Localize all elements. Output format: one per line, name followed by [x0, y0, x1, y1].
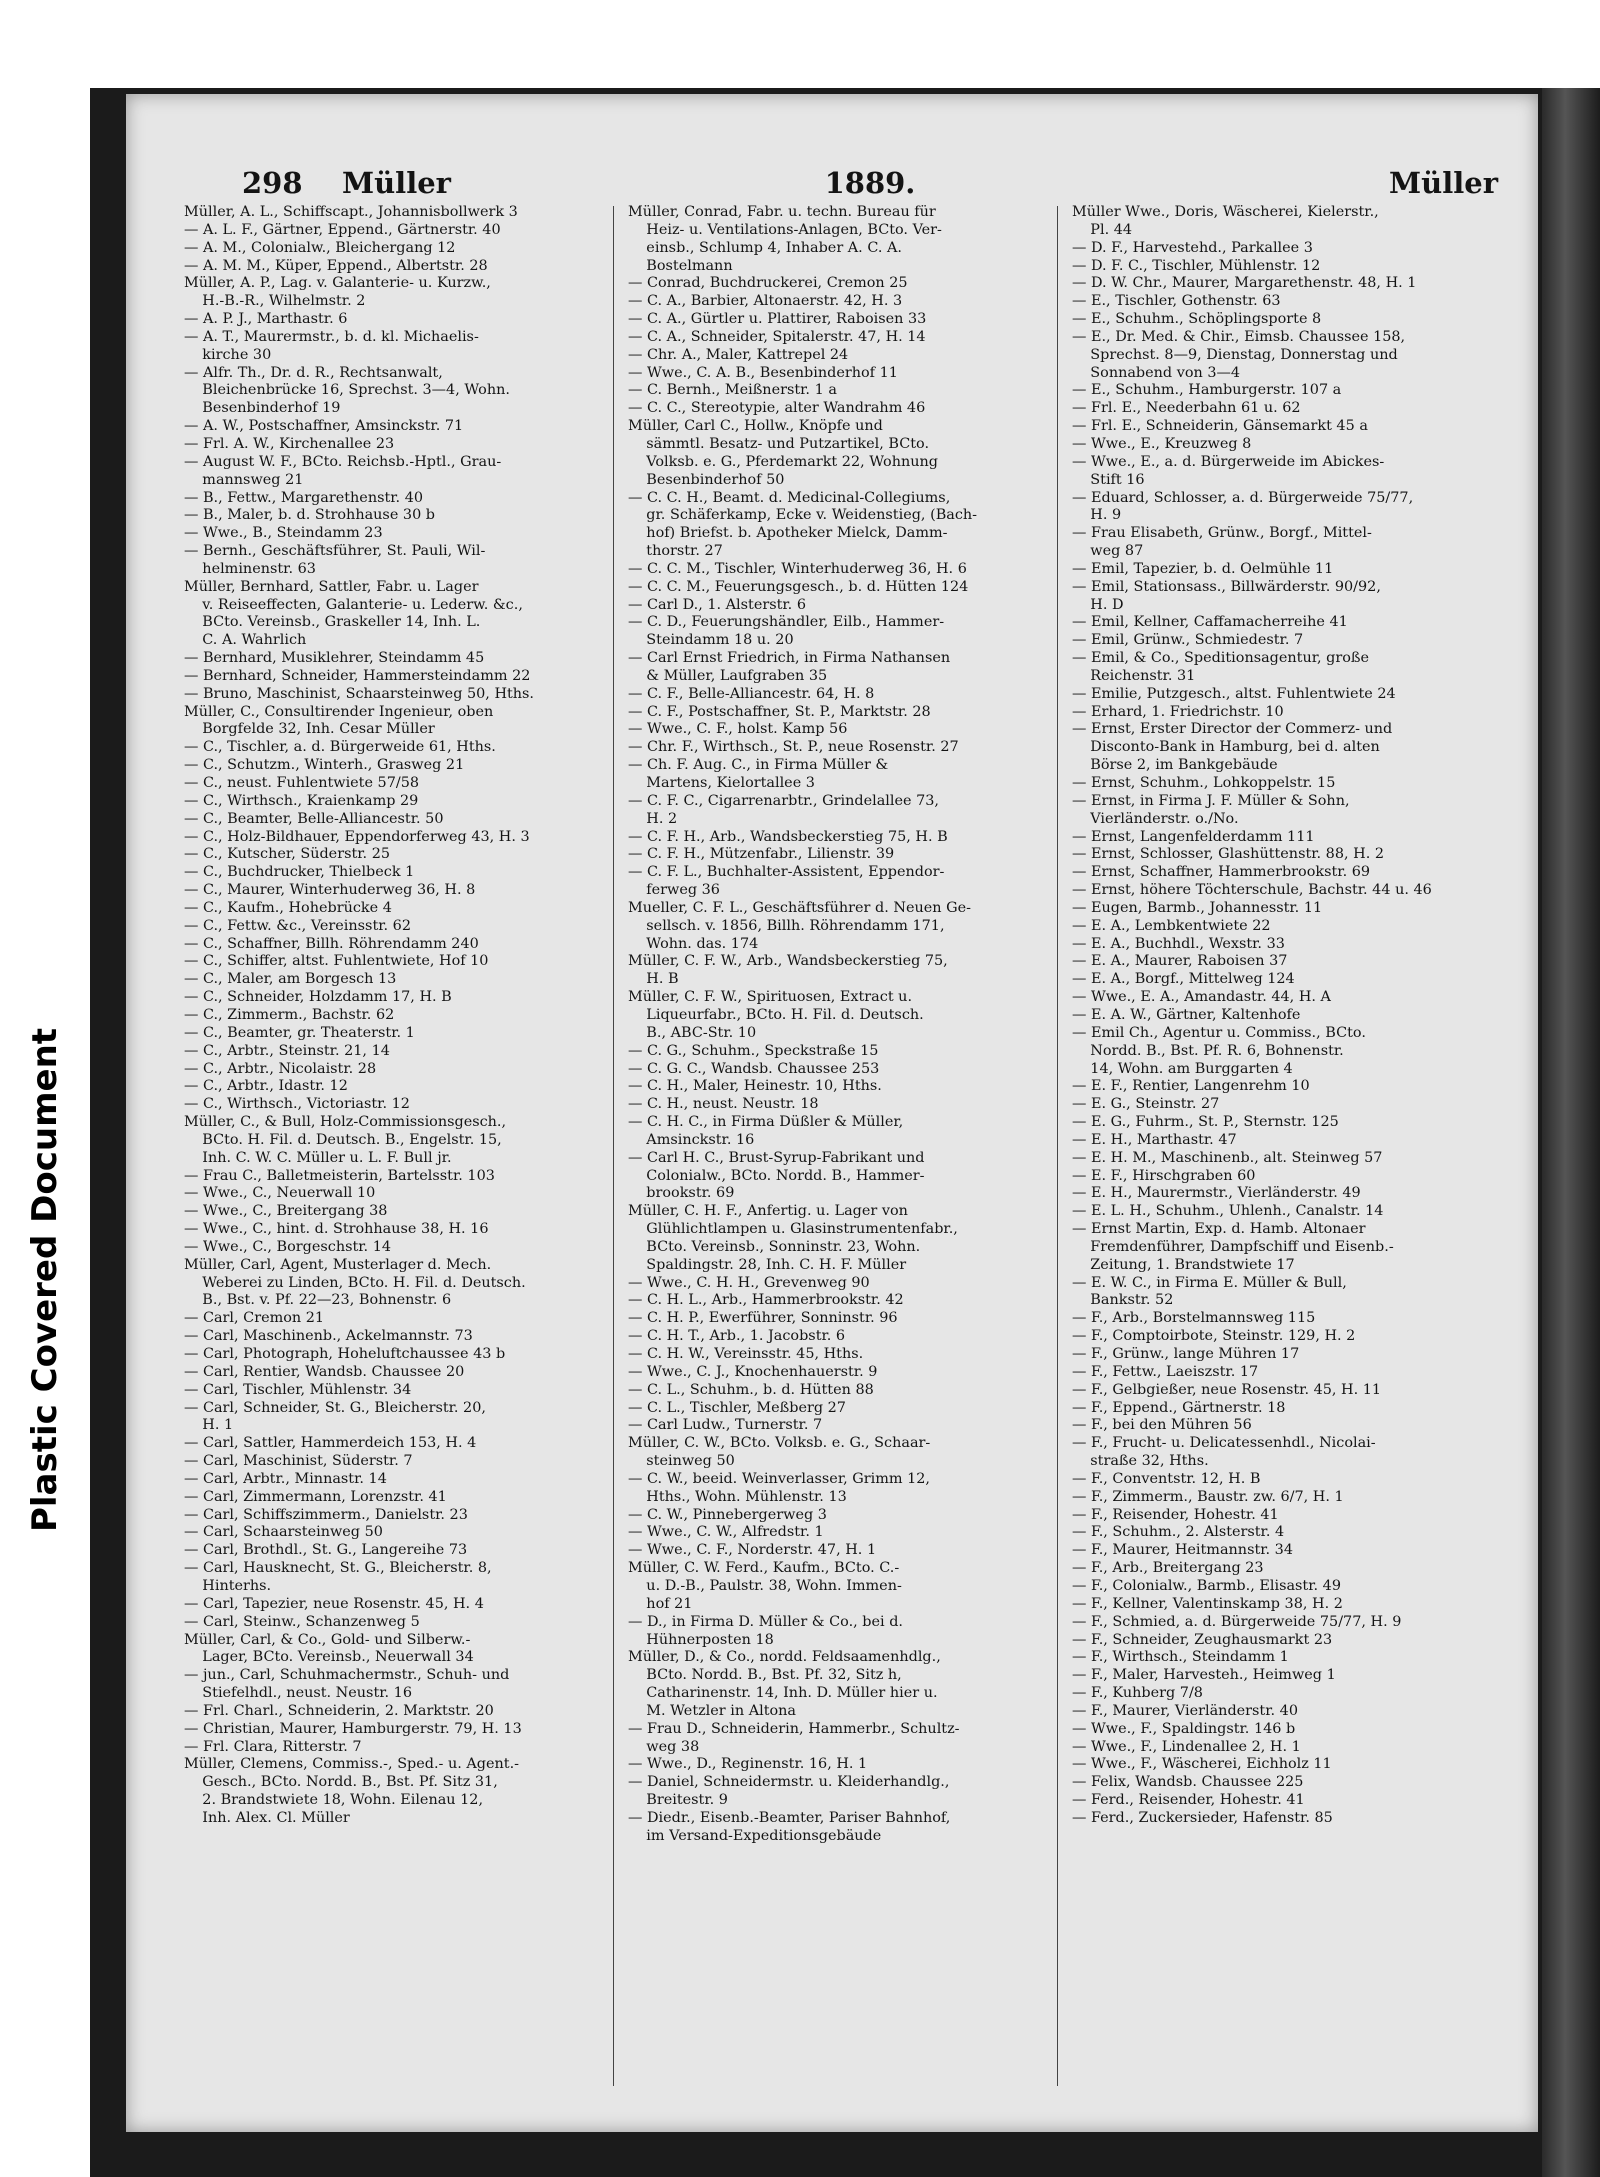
directory-entry-line: — E. A. W., Gärtner, Kaltenhofe	[1072, 1006, 1301, 1023]
directory-entry-line: — Carl, Zimmermann, Lorenzstr. 41	[184, 1488, 447, 1505]
directory-entry-line: — Ernst, höhere Töchterschule, Bachstr. 44 u. 46	[1072, 882, 1432, 899]
directory-entry-line: — Emil, Tapezier, b. d. Oelmühle 11	[1072, 560, 1334, 577]
directory-entry-line: — F., Wirthsch., Steindamm 1	[1072, 1649, 1289, 1666]
directory-entry-line: — E. F., Hirschgraben 60	[1072, 1167, 1256, 1184]
directory-entry-line: — C. G. C., Wandsb. Chaussee 253	[628, 1060, 880, 1077]
directory-entry-line: H. 1	[184, 1417, 234, 1434]
directory-entry-line: Müller, Conrad, Fabr. u. techn. Bureau für	[628, 204, 936, 220]
directory-entry-line: Liqueurfabr., BCto. H. Fil. d. Deutsch.	[628, 1006, 924, 1023]
directory-entry-line: Müller, Carl, & Co., Gold- und Silberw.-	[184, 1631, 471, 1648]
directory-entry-line: BCto. Nordd. B., Bst. Pf. 32, Sitz h,	[628, 1667, 902, 1684]
directory-entry-line: — Frau C., Balletmeisterin, Bartelsstr. 103	[184, 1167, 495, 1184]
directory-entry-line: B., Bst. v. Pf. 22—23, Bohnenstr. 6	[184, 1292, 452, 1309]
directory-entry-line: — Wwe., F., Spaldingstr. 146 b	[1072, 1720, 1296, 1737]
directory-entry-line: — F., bei den Mühren 56	[1072, 1417, 1252, 1434]
directory-entry-line: — Ernst, Schlosser, Glashüttenstr. 88, H. 2	[1072, 846, 1384, 863]
directory-entry-line: — Carl Ernst Friedrich, in Firma Nathansen	[628, 650, 951, 667]
directory-entry-line: Pl. 44	[1072, 221, 1133, 238]
directory-entry-line: — Wwe., C. W., Alfredstr. 1	[628, 1524, 824, 1541]
directory-entry-line: Stiefelhdl., neust. Neustr. 16	[184, 1685, 412, 1702]
directory-entry-line: — C., Kaufm., Hohebrücke 4	[184, 899, 392, 916]
directory-entry-line: — Wwe., C. H. H., Grevenweg 90	[628, 1274, 870, 1291]
directory-entry-line: H. D	[1072, 596, 1124, 613]
directory-entry-line: — Ch. F. Aug. C., in Firma Müller &	[628, 757, 889, 774]
side-label-panel	[0, 0, 90, 2177]
directory-entry-line: — Carl, Cremon 21	[184, 1310, 325, 1327]
directory-entry-line: — C. F. L., Buchhalter-Assistent, Eppendor-	[628, 864, 945, 881]
directory-entry-line: — A. M., Colonialw., Bleichergang 12	[184, 239, 456, 256]
directory-entry-line: Müller Wwe., Doris, Wäscherei, Kielerstr.,	[1072, 204, 1379, 220]
directory-entry-line: — D. F. C., Tischler, Mühlenstr. 12	[1072, 257, 1321, 274]
directory-entry-line: — C. F., Postschaffner, St. P., Marktstr. 28	[628, 703, 931, 720]
directory-column-1	[184, 204, 604, 1828]
directory-entry-line: u. D.-B., Paulstr. 38, Wohn. Immen-	[628, 1577, 902, 1594]
directory-entry-line: — F., Gelbgießer, neue Rosenstr. 45, H. 11	[1072, 1381, 1382, 1398]
directory-entry-line: & Müller, Laufgraben 35	[628, 667, 828, 684]
directory-entry-line: — C. H. T., Arb., 1. Jacobstr. 6	[628, 1328, 846, 1345]
directory-entry-line: — C. F., Belle-Alliancestr. 64, H. 8	[628, 685, 875, 702]
directory-entry-line: — Wwe., C. J., Knochenhauerstr. 9	[628, 1363, 878, 1380]
directory-entry-line: — C. L., Tischler, Meßberg 27	[628, 1399, 846, 1416]
directory-entry-line: — E., Dr. Med. & Chir., Eimsb. Chaussee 158,	[1072, 328, 1406, 345]
directory-entry-line: — C. A., Gürtler u. Plattirer, Raboisen 33	[628, 311, 927, 328]
directory-entry-line: — Wwe., F., Wäscherei, Eichholz 11	[1072, 1756, 1332, 1773]
directory-entry-line: — E. A., Borgf., Mittelweg 124	[1072, 971, 1295, 988]
directory-entry-line: — C., Fettw. &c., Vereinsstr. 62	[184, 917, 411, 934]
directory-entry-line: straße 32, Hths.	[1072, 1453, 1209, 1470]
directory-entry-line: — A. M. M., Küper, Eppend., Albertstr. 28	[184, 257, 488, 274]
directory-entry-line: — C. H., neust. Neustr. 18	[628, 1096, 819, 1113]
directory-entry-line: sämmtl. Besatz- und Putzartikel, BCto.	[628, 435, 930, 452]
directory-entry-line: sellsch. v. 1856, Billh. Röhrendamm 171,	[628, 917, 945, 934]
directory-entry-line: — D. F., Harvestehd., Parkallee 3	[1072, 239, 1313, 256]
directory-entry-line: — Chr. F., Wirthsch., St. P., neue Rosenstr. 27	[628, 739, 959, 756]
side-label-text: Plastic Covered Document	[25, 1027, 65, 1533]
directory-entry-line: gr. Schäferkamp, Ecke v. Weidenstieg, (Bach-	[628, 507, 978, 524]
directory-entry-line: Wohn. das. 174	[628, 935, 759, 952]
directory-entry-line: — Bernhard, Musiklehrer, Steindamm 45	[184, 650, 485, 667]
directory-entry-line: Müller, C. W., BCto. Volksb. e. G., Schaar-	[628, 1435, 931, 1452]
directory-entry-line: — Carl, Arbtr., Minnastr. 14	[184, 1470, 387, 1487]
directory-entry-line: — Daniel, Schneidermstr. u. Kleiderhandlg.,	[628, 1774, 950, 1791]
directory-entry-line: — Felix, Wandsb. Chaussee 225	[1072, 1774, 1304, 1791]
directory-entry-line: — Wwe., E., Kreuzweg 8	[1072, 435, 1252, 452]
directory-entry-line: — C., Zimmerm., Bachstr. 62	[184, 1006, 395, 1023]
directory-entry-line: — Wwe., E. A., Amandastr. 44, H. A	[1072, 989, 1331, 1006]
directory-entry-line: — E., Schuhm., Schöplingsporte 8	[1072, 311, 1322, 328]
directory-entry-line: C. A. Wahrlich	[184, 632, 307, 649]
directory-entry-line: — C. Bernh., Meißnerstr. 1 a	[628, 382, 837, 399]
directory-entry-line: — E. A., Maurer, Raboisen 37	[1072, 953, 1288, 970]
directory-entry-line: — E. G., Steinstr. 27	[1072, 1096, 1220, 1113]
directory-entry-line: — E. H., Maurermstr., Vierländerstr. 49	[1072, 1185, 1361, 1202]
directory-entry-line: — E. H. M., Maschinenb., alt. Steinweg 57	[1072, 1149, 1383, 1166]
directory-entry-line: — Wwe., C. F., holst. Kamp 56	[628, 721, 848, 738]
directory-entry-line: BCto. Vereinsb., Sonninstr. 23, Wohn.	[628, 1238, 921, 1255]
directory-entry-line: — Conrad, Buchdruckerei, Cremon 25	[628, 275, 908, 292]
directory-entry-line: Reichenstr. 31	[1072, 667, 1196, 684]
directory-entry-line: Bleichenbrücke 16, Sprechst. 3—4, Wohn.	[184, 382, 510, 399]
directory-entry-line: brookstr. 69	[628, 1185, 735, 1202]
directory-entry-line: Inh. Alex. Cl. Müller	[184, 1809, 350, 1826]
directory-entry-line: — E. W. C., in Firma E. Müller & Bull,	[1072, 1274, 1347, 1291]
directory-entry-line: — C. F. H., Arb., Wandsbeckerstieg 75, H. B	[628, 828, 948, 845]
directory-entry-line: Mueller, C. F. L., Geschäftsführer d. Neuen Ge-	[628, 899, 971, 916]
directory-entry-line: Börse 2, im Bankgebäude	[1072, 757, 1278, 774]
directory-entry-line: — C., Arbtr., Nicolaistr. 28	[184, 1060, 377, 1077]
page-header	[242, 166, 1498, 202]
directory-entry-line: — A. T., Maurermstr., b. d. kl. Michaelis-	[184, 328, 479, 345]
directory-entry-line: — F., Maurer, Heitmannstr. 34	[1072, 1542, 1293, 1559]
directory-entry-line: — Wwe., C. F., Norderstr. 47, H. 1	[628, 1542, 877, 1559]
directory-entry-line: — A. L. F., Gärtner, Eppend., Gärtnerstr. 40	[184, 221, 501, 238]
directory-entry-line: — C. F. H., Mützenfabr., Lilienstr. 39	[628, 846, 895, 863]
running-head-right: Müller	[1389, 166, 1498, 200]
directory-entry-line: H.-B.-R., Wilhelmstr. 2	[184, 293, 366, 310]
directory-entry-line: thorstr. 27	[628, 543, 723, 560]
directory-entry-line: Borgfelde 32, Inh. Cesar Müller	[184, 721, 435, 738]
directory-entry-line: — Carl Ludw., Turnerstr. 7	[628, 1417, 823, 1434]
adjacent-page-edge	[1542, 88, 1600, 2177]
directory-entry-line: Volksb. e. G., Pferdemarkt 22, Wohnung	[628, 453, 939, 470]
directory-entry-line: — Ferd., Zuckersieder, Hafenstr. 85	[1072, 1809, 1333, 1826]
directory-column-2	[628, 204, 1048, 1846]
directory-entry-line: H. B	[628, 971, 679, 988]
directory-entry-line: — C., Schutzm., Winterh., Grasweg 21	[184, 757, 465, 774]
directory-entry-line: — C., Holz-Bildhauer, Eppendorferweg 43, H. 3	[184, 828, 530, 845]
directory-entry-line: — Frl. Clara, Ritterstr. 7	[184, 1738, 362, 1755]
directory-entry-line: — Carl, Schaarsteinweg 50	[184, 1524, 383, 1541]
directory-entry-line: — Carl, Rentier, Wandsb. Chaussee 20	[184, 1363, 465, 1380]
directory-entry-line: Müller, A. P., Lag. v. Galanterie- u. Kurzw.,	[184, 275, 491, 292]
directory-entry-line: Bankstr. 52	[1072, 1292, 1174, 1309]
directory-entry-line: — Diedr., Eisenb.-Beamter, Pariser Bahnhof,	[628, 1809, 951, 1826]
directory-entry-line: — Ferd., Reisender, Hohestr. 41	[1072, 1792, 1305, 1809]
directory-entry-line: — E. A., Buchhdl., Wexstr. 33	[1072, 935, 1285, 952]
directory-entry-line: steinweg 50	[628, 1453, 735, 1470]
directory-entry-line: — F., Eppend., Gärtnerstr. 18	[1072, 1399, 1286, 1416]
directory-entry-line: Müller, C. H. F., Anfertig. u. Lager von	[628, 1203, 908, 1220]
scanned-page-area	[90, 88, 1600, 2177]
directory-entry-line: — Carl, Steinw., Schanzenweg 5	[184, 1613, 420, 1630]
directory-entry-line: — C. D., Feuerungshändler, Eilb., Hammer-	[628, 614, 945, 631]
directory-entry-line: Sonnabend von 3—4	[1072, 364, 1241, 381]
directory-entry-line: — C. W., beeid. Weinverlasser, Grimm 12,	[628, 1470, 930, 1487]
directory-entry-line: — C., Schaffner, Billh. Röhrendamm 240	[184, 935, 479, 952]
directory-entry-line: — E. A., Lembkentwiete 22	[1072, 917, 1271, 934]
directory-entry-line: Zeitung, 1. Brandstwiete 17	[1072, 1256, 1295, 1273]
directory-entry-line: Fremdenführer, Dampfschiff und Eisenb.-	[1072, 1238, 1394, 1255]
directory-entry-line: — Emil Ch., Agentur u. Commiss., BCto.	[1072, 1024, 1366, 1041]
directory-entry-line: — D. W. Chr., Maurer, Margarethenstr. 48, H. 1	[1072, 275, 1417, 292]
directory-entry-line: — F., Kellner, Valentinskamp 38, H. 2	[1072, 1595, 1343, 1612]
directory-entry-line: — F., Comptoirbote, Steinstr. 129, H. 2	[1072, 1328, 1356, 1345]
directory-entry-line: — C. H., Maler, Heinestr. 10, Hths.	[628, 1078, 882, 1095]
directory-entry-line: — B., Maler, b. d. Strohhause 30 b	[184, 507, 436, 524]
directory-entry-line: im Versand-Expeditionsgebäude	[628, 1827, 882, 1844]
directory-entry-line: — E. G., Fuhrm., St. P., Sternstr. 125	[1072, 1114, 1339, 1131]
column-divider	[1057, 206, 1058, 2086]
directory-entry-line: v. Reiseeffecten, Galanterie- u. Lederw. &c.,	[184, 596, 523, 613]
directory-entry-line: Inh. C. W. C. Müller u. L. F. Bull jr.	[184, 1149, 452, 1166]
directory-entry-line: — F., Schuhm., 2. Alsterstr. 4	[1072, 1524, 1285, 1541]
directory-entry-line: — Emil, & Co., Speditionsagentur, große	[1072, 650, 1370, 667]
directory-entry-line: — Wwe., C., hint. d. Strohhause 38, H. 16	[184, 1221, 489, 1238]
running-head-left: Müller	[342, 166, 451, 200]
directory-entry-line: Catharinenstr. 14, Inh. D. Müller hier u.	[628, 1685, 938, 1702]
directory-entry-line: — Eduard, Schlosser, a. d. Bürgerweide 75/77,	[1072, 489, 1414, 506]
directory-entry-line: — F., Kuhberg 7/8	[1072, 1685, 1203, 1702]
directory-entry-line: Müller, C. F. W., Spirituosen, Extract u.	[628, 989, 913, 1006]
directory-entry-line: — Carl, Hausknecht, St. G., Bleicherstr. 8,	[184, 1560, 492, 1577]
directory-entry-line: Gesch., BCto. Nordd. B., Bst. Pf. Sitz 31,	[184, 1774, 498, 1791]
directory-entry-line: — F., Reisender, Hohestr. 41	[1072, 1506, 1279, 1523]
directory-entry-line: — F., Frucht- u. Delicatessenhdl., Nicolai-	[1072, 1435, 1376, 1452]
directory-entry-line: Glühlichtlampen u. Glasinstrumentenfabr.,	[628, 1221, 958, 1238]
directory-entry-line: — Carl, Tischler, Mühlenstr. 34	[184, 1381, 412, 1398]
directory-entry-line: Müller, Bernhard, Sattler, Fabr. u. Lager	[184, 578, 479, 595]
directory-entry-line: — C., Maurer, Winterhuderweg 36, H. 8	[184, 882, 476, 899]
directory-entry-line: — C., Wirthsch., Victoriastr. 12	[184, 1096, 410, 1113]
directory-entry-line: — B., Fettw., Margarethenstr. 40	[184, 489, 424, 506]
directory-entry-line: Nordd. B., Bst. Pf. R. 6, Bohnenstr.	[1072, 1042, 1344, 1059]
directory-entry-line: — Wwe., E., a. d. Bürgerweide im Abickes-	[1072, 453, 1385, 470]
directory-entry-line: — Ernst, Schuhm., Lohkoppelstr. 15	[1072, 775, 1336, 791]
directory-entry-line: Lager, BCto. Vereinsb., Neuerwall 34	[184, 1649, 474, 1666]
directory-entry-line: H. 9	[1072, 507, 1122, 524]
directory-entry-line: — Emil, Kellner, Caffamacherreihe 41	[1072, 614, 1348, 631]
directory-entry-line: — F., Maurer, Vierländerstr. 40	[1072, 1702, 1298, 1719]
directory-entry-line: — E., Schuhm., Hamburgerstr. 107 a	[1072, 382, 1342, 399]
directory-entry-line: — E. F., Rentier, Langenrehm 10	[1072, 1078, 1310, 1095]
directory-entry-line: — C. F. C., Cigarrenarbtr., Grindelallee 73,	[628, 792, 939, 809]
directory-entry-line: Müller, Carl, Agent, Musterlager d. Mech.	[184, 1256, 492, 1273]
directory-entry-line: Müller, A. L., Schiffscapt., Johannisbollwerk 3	[184, 204, 518, 220]
directory-entry-line: Müller, C., & Bull, Holz-Commissionsgesch.,	[184, 1114, 507, 1131]
year-heading: 1889.	[824, 166, 916, 200]
directory-entry-line: Hinterhs.	[184, 1577, 272, 1594]
directory-entry-line: Besenbinderhof 50	[628, 471, 785, 488]
directory-entry-line: Hths., Wohn. Mühlenstr. 13	[628, 1488, 847, 1505]
directory-entry-line: Martens, Kielortallee 3	[628, 775, 815, 791]
directory-entry-line: hof 21	[628, 1595, 693, 1612]
column-divider	[613, 206, 614, 2086]
directory-entry-line: — Wwe., C., Neuerwall 10	[184, 1185, 376, 1202]
directory-entry-line: Spaldingstr. 28, Inh. C. H. F. Müller	[628, 1256, 907, 1273]
directory-entry-line: Müller, D., & Co., nordd. Feldsaamenhdlg.,	[628, 1649, 941, 1666]
directory-entry-line: — C., Tischler, a. d. Bürgerweide 61, Hths.	[184, 739, 496, 756]
directory-entry-line: — F., Schneider, Zeughausmarkt 23	[1072, 1631, 1333, 1648]
directory-entry-line: — Alfr. Th., Dr. d. R., Rechtsanwalt,	[184, 364, 443, 381]
directory-entry-line: — Wwe., C., Borgeschstr. 14	[184, 1238, 392, 1255]
directory-entry-line: — Bruno, Maschinist, Schaarsteinweg 50, Hths.	[184, 685, 535, 702]
directory-entry-line: BCto. Vereinsb., Graskeller 14, Inh. L.	[184, 614, 481, 631]
directory-entry-line: — Carl, Maschinist, Süderstr. 7	[184, 1453, 413, 1470]
directory-entry-line: Besenbinderhof 19	[184, 400, 341, 417]
directory-entry-line: — C., Beamter, Belle-Alliancestr. 50	[184, 810, 444, 827]
directory-entry-line: Breitestr. 9	[628, 1792, 728, 1809]
directory-entry-line: — Ernst, in Firma J. F. Müller & Sohn,	[1072, 792, 1350, 809]
directory-entry-line: — Wwe., F., Lindenallee 2, H. 1	[1072, 1738, 1301, 1755]
directory-entry-line: kirche 30	[184, 346, 272, 363]
directory-entry-line: — C. H. C., in Firma Düßler & Müller,	[628, 1114, 904, 1131]
directory-entry-line: — Wwe., C., Breitergang 38	[184, 1203, 388, 1220]
directory-entry-line: Steindamm 18 u. 20	[628, 632, 794, 649]
directory-entry-line: — C., Maler, am Borgesch 13	[184, 971, 397, 988]
directory-entry-line: Weberei zu Linden, BCto. H. Fil. d. Deutsch.	[184, 1274, 526, 1291]
directory-entry-line: — F., Fettw., Laeiszstr. 17	[1072, 1363, 1259, 1380]
directory-entry-line: — Wwe., B., Steindamm 23	[184, 525, 383, 542]
directory-entry-line: Colonialw., BCto. Nordd. B., Hammer-	[628, 1167, 925, 1184]
directory-entry-line: — Bernh., Geschäftsführer, St. Pauli, Wil-	[184, 543, 486, 560]
directory-entry-line: — F., Zimmerm., Baustr. zw. 6/7, H. 1	[1072, 1488, 1344, 1505]
directory-entry-line: — F., Grünw., lange Mühren 17	[1072, 1346, 1300, 1362]
directory-entry-line: — C., Schiffer, altst. Fuhlentwiete, Hof 10	[184, 953, 489, 970]
directory-entry-line: — C., neust. Fuhlentwiete 57/58	[184, 775, 420, 791]
directory-entry-line: — Carl D., 1. Alsterstr. 6	[628, 596, 806, 613]
directory-entry-line: — Carl, Maschinenb., Ackelmannstr. 73	[184, 1328, 473, 1345]
directory-entry-line: — Wwe., D., Reginenstr. 16, H. 1	[628, 1756, 868, 1773]
directory-column-3	[1072, 204, 1492, 1828]
directory-entry-line: — C. C. H., Beamt. d. Medicinal-Collegiums,	[628, 489, 951, 506]
directory-entry-line: — Frl. Charl., Schneiderin, 2. Marktstr. 20	[184, 1702, 494, 1719]
directory-entry-line: B., ABC-Str. 10	[628, 1024, 757, 1041]
directory-entry-line: — Carl, Tapezier, neue Rosenstr. 45, H. 4	[184, 1595, 484, 1612]
directory-entry-line: 2. Brandstwiete 18, Wohn. Eilenau 12,	[184, 1792, 484, 1809]
directory-entry-line: — C., Arbtr., Idastr. 12	[184, 1078, 348, 1095]
directory-entry-line: Müller, Carl C., Hollw., Knöpfe und	[628, 418, 883, 435]
directory-entry-line: — F., Conventstr. 12, H. B	[1072, 1470, 1261, 1487]
directory-entry-line: Bostelmann	[628, 257, 733, 274]
directory-entry-line: — A. W., Postschaffner, Amsinckstr. 71	[184, 418, 464, 435]
directory-entry-line: — C. A., Barbier, Altonaerstr. 42, H. 3	[628, 293, 903, 310]
directory-entry-line: — Carl H. C., Brust-Syrup-Fabrikant und	[628, 1149, 925, 1166]
directory-entry-line: ferweg 36	[628, 882, 720, 899]
page-number: 298	[242, 166, 303, 200]
directory-entry-line: — Ernst, Erster Director der Commerz- und	[1072, 721, 1393, 738]
directory-entry-line: — C. C. M., Tischler, Winterhuderweg 36, H. 6	[628, 560, 967, 577]
directory-entry-line: 14, Wohn. am Burggarten 4	[1072, 1060, 1293, 1077]
directory-entry-line: — Ernst, Schaffner, Hammerbrookstr. 69	[1072, 864, 1371, 881]
directory-entry-line: — Christian, Maurer, Hamburgerstr. 79, H. 13	[184, 1720, 522, 1737]
directory-entry-line: Disconto-Bank in Hamburg, bei d. alten	[1072, 739, 1380, 756]
directory-entry-line: — C. H. W., Vereinsstr. 45, Hths.	[628, 1346, 864, 1362]
directory-entry-line: Müller, C., Consultirender Ingenieur, oben	[184, 703, 494, 720]
directory-entry-line: — August W. F., BCto. Reichsb.-Hptl., Grau-	[184, 453, 502, 470]
directory-entry-line: — C., Wirthsch., Kraienkamp 29	[184, 792, 419, 809]
directory-entry-line: — Emil, Grünw., Schmiedestr. 7	[1072, 632, 1304, 649]
directory-entry-line: — Emil, Stationsass., Billwärderstr. 90/92,	[1072, 578, 1381, 595]
directory-entry-line: — C. G., Schuhm., Speckstraße 15	[628, 1042, 879, 1059]
directory-entry-line: weg 38	[628, 1738, 700, 1755]
directory-entry-line: — C., Schneider, Holzdamm 17, H. B	[184, 989, 452, 1006]
directory-entry-line: — E., Tischler, Gothenstr. 63	[1072, 293, 1281, 310]
directory-entry-line: — Carl, Brothdl., St. G., Langereihe 73	[184, 1542, 468, 1559]
directory-entry-line: — C., Arbtr., Steinstr. 21, 14	[184, 1042, 390, 1059]
directory-entry-line: — C. H. P., Ewerführer, Sonninstr. 96	[628, 1310, 898, 1327]
directory-entry-line: — jun., Carl, Schuhmachermstr., Schuh- und	[184, 1667, 510, 1684]
directory-entry-line: — C., Kutscher, Süderstr. 25	[184, 846, 391, 863]
directory-entry-line: — Frau D., Schneiderin, Hammerbr., Schultz-	[628, 1720, 960, 1737]
directory-entry-line: — E. L. H., Schuhm., Uhlenh., Canalstr. 14	[1072, 1203, 1384, 1220]
directory-entry-line: weg 87	[1072, 543, 1144, 560]
directory-entry-line: Vierländerstr. o./No.	[1072, 810, 1239, 827]
directory-entry-line: — Chr. A., Maler, Kattrepel 24	[628, 346, 849, 363]
directory-entry-line: — F., Maler, Harvesteh., Heimweg 1	[1072, 1667, 1336, 1684]
directory-entry-line: — C. L., Schuhm., b. d. Hütten 88	[628, 1381, 874, 1398]
directory-entry-line: Müller, Clemens, Commiss.-, Sped.- u. Agent.-	[184, 1756, 520, 1773]
directory-entry-line: — F., Arb., Breitergang 23	[1072, 1560, 1264, 1577]
directory-entry-line: — Bernhard, Schneider, Hammersteindamm 22	[184, 667, 531, 684]
directory-entry-line: Heiz- u. Ventilations-Anlagen, BCto. Ver-	[628, 221, 942, 238]
directory-entry-line: — Carl, Sattler, Hammerdeich 153, H. 4	[184, 1435, 477, 1452]
directory-entry-line: Müller, C. W. Ferd., Kaufm., BCto. C.-	[628, 1560, 900, 1577]
directory-entry-line: — C., Beamter, gr. Theaterstr. 1	[184, 1024, 415, 1041]
directory-entry-line: Stift 16	[1072, 471, 1145, 488]
directory-entry-line: — C. C., Stereotypie, alter Wandrahm 46	[628, 400, 926, 417]
directory-entry-line: BCto. H. Fil. d. Deutsch. B., Engelstr. 15,	[184, 1131, 502, 1148]
directory-entry-line: Amsinckstr. 16	[628, 1131, 755, 1148]
directory-entry-line: — F., Arb., Borstelmannsweg 115	[1072, 1310, 1316, 1327]
directory-entry-line: — Eugen, Barmb., Johannesstr. 11	[1072, 899, 1323, 916]
directory-entry-line: Müller, C. F. W., Arb., Wandsbeckerstieg 75,	[628, 953, 948, 970]
directory-entry-line: — C. H. L., Arb., Hammerbrookstr. 42	[628, 1292, 904, 1309]
directory-page	[126, 94, 1538, 2132]
directory-entry-line: — Erhard, 1. Friedrichstr. 10	[1072, 703, 1284, 720]
directory-entry-line: helminenstr. 63	[184, 560, 316, 577]
directory-entry-line: — Ernst, Langenfelderdamm 111	[1072, 828, 1315, 845]
directory-entry-line: Sprechst. 8—9, Dienstag, Donnerstag und	[1072, 346, 1398, 363]
directory-entry-line: einsb., Schlump 4, Inhaber A. C. A.	[628, 239, 902, 256]
directory-entry-line: — Emilie, Putzgesch., altst. Fuhlentwiete 24	[1072, 685, 1396, 702]
directory-entry-line: — C., Buchdrucker, Thielbeck 1	[184, 864, 415, 881]
directory-entry-line: — F., Colonialw., Barmb., Elisastr. 49	[1072, 1577, 1341, 1594]
directory-entry-line: — Carl, Schiffszimmerm., Danielstr. 23	[184, 1506, 468, 1523]
directory-entry-line: — A. P. J., Marthastr. 6	[184, 311, 348, 328]
directory-entry-line: — C. A., Schneider, Spitalerstr. 47, H. 14	[628, 328, 926, 345]
directory-entry-line: — Frl. E., Neederbahn 61 u. 62	[1072, 400, 1301, 417]
directory-entry-line: mannsweg 21	[184, 471, 304, 488]
directory-entry-line: hof) Briefst. b. Apotheker Mielck, Damm-	[628, 525, 948, 542]
directory-entry-line: — Wwe., C. A. B., Besenbinderhof 11	[628, 364, 898, 381]
directory-entry-line: H. 2	[628, 810, 678, 827]
directory-entry-line: M. Wetzler in Altona	[628, 1702, 796, 1719]
directory-entry-line: — C. C. M., Feuerungsgesch., b. d. Hütten 124	[628, 578, 969, 595]
directory-entry-line: — D., in Firma D. Müller & Co., bei d.	[628, 1613, 903, 1630]
directory-entry-line: — Carl, Schneider, St. G., Bleicherstr. 20,	[184, 1399, 486, 1416]
directory-entry-line: — Ernst Martin, Exp. d. Hamb. Altonaer	[1072, 1221, 1366, 1238]
directory-entry-line: — Frau Elisabeth, Grünw., Borgf., Mittel-	[1072, 525, 1372, 542]
directory-entry-line: — C. W., Pinnebergerweg 3	[628, 1506, 827, 1523]
directory-entry-line: — F., Schmied, a. d. Bürgerweide 75/77, H. 9	[1072, 1613, 1402, 1630]
directory-entry-line: — Carl, Photograph, Hoheluftchaussee 43 b	[184, 1346, 506, 1362]
directory-entry-line: — Frl. A. W., Kirchenallee 23	[184, 435, 395, 452]
directory-entry-line: — Frl. E., Schneiderin, Gänsemarkt 45 a	[1072, 418, 1368, 435]
directory-entry-line: — E. H., Marthastr. 47	[1072, 1131, 1237, 1148]
directory-entry-line: Hühnerposten 18	[628, 1631, 774, 1648]
